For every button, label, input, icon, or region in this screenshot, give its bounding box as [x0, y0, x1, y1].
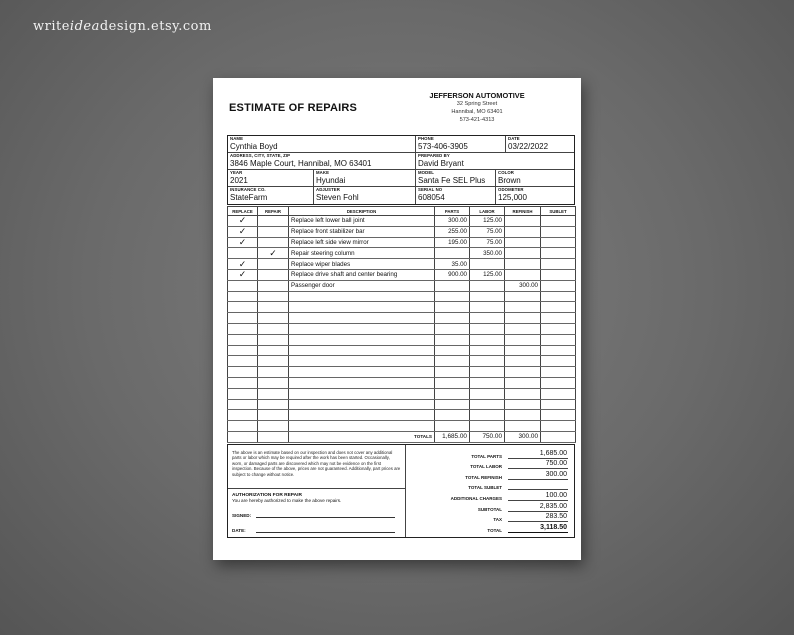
- cell-repair[interactable]: [258, 237, 289, 248]
- cell-replace[interactable]: [228, 421, 258, 432]
- cell-description[interactable]: Replace front stabilizer bar: [289, 226, 435, 237]
- cell-replace[interactable]: [228, 248, 258, 259]
- summary-row: [412, 480, 568, 491]
- prepared-by-value: David Bryant: [418, 159, 464, 168]
- cell-refinish[interactable]: [505, 399, 541, 410]
- serial-value: 608054: [418, 193, 445, 202]
- table-row: [228, 237, 576, 248]
- cell-labor[interactable]: [470, 291, 505, 302]
- prepared-by-label: PREPARED BY: [418, 153, 450, 158]
- cell-repair[interactable]: [258, 399, 289, 410]
- totals-parts: 1,685.00: [435, 431, 470, 442]
- cell-replace[interactable]: [228, 291, 258, 302]
- cell-description[interactable]: [289, 410, 435, 421]
- cell-labor[interactable]: [470, 323, 505, 334]
- totals-summary: [406, 445, 574, 537]
- cell-replace[interactable]: [228, 280, 258, 291]
- cell-description[interactable]: [289, 291, 435, 302]
- year-value: 2021: [230, 176, 248, 185]
- cell-refinish[interactable]: [505, 248, 541, 259]
- cell-sublet[interactable]: [541, 259, 576, 270]
- summary-value[interactable]: 2,835.00: [508, 503, 568, 512]
- cell-refinish[interactable]: [505, 345, 541, 356]
- cell-description[interactable]: Replace left side view mirror: [289, 237, 435, 248]
- cell-parts[interactable]: [435, 313, 470, 324]
- cell-sublet[interactable]: [541, 313, 576, 324]
- cell-description[interactable]: Repair steering column: [289, 248, 435, 259]
- name-field[interactable]: [228, 136, 416, 152]
- summary-value[interactable]: 1,685.00: [508, 450, 568, 459]
- signed-line[interactable]: [232, 512, 401, 518]
- table-row: [228, 356, 576, 367]
- table-row: [228, 377, 576, 388]
- cell-labor[interactable]: [470, 259, 505, 270]
- cell-sublet[interactable]: [541, 399, 576, 410]
- cell-repair[interactable]: [258, 302, 289, 313]
- col-header-repair: REPAIR: [258, 207, 289, 216]
- cell-sublet[interactable]: [541, 421, 576, 432]
- cell-labor[interactable]: 125.00: [470, 216, 505, 227]
- brand-watermark: [33, 19, 212, 34]
- table-row: [228, 323, 576, 334]
- cell-repair[interactable]: [258, 216, 289, 227]
- summary-label: TAX: [493, 517, 502, 523]
- color-field[interactable]: [496, 170, 574, 186]
- cell-replace[interactable]: [228, 313, 258, 324]
- cell-parts[interactable]: [435, 410, 470, 421]
- cell-sublet[interactable]: [541, 388, 576, 399]
- summary-label: TOTAL PARTS: [471, 453, 502, 459]
- cell-parts[interactable]: [435, 377, 470, 388]
- cell-replace[interactable]: [228, 356, 258, 367]
- cell-replace[interactable]: [228, 410, 258, 421]
- cell-refinish[interactable]: [505, 323, 541, 334]
- cell-parts[interactable]: [435, 367, 470, 378]
- model-field[interactable]: [416, 170, 496, 186]
- cell-replace[interactable]: [228, 367, 258, 378]
- company-name: JEFFERSON AUTOMOTIVE: [429, 91, 525, 100]
- summary-row: [412, 512, 568, 523]
- authorization-block: [228, 489, 405, 537]
- summary-row: [412, 469, 568, 480]
- cell-replace[interactable]: ✓: [228, 216, 258, 227]
- cell-sublet[interactable]: [541, 226, 576, 237]
- auth-date-line[interactable]: [232, 527, 401, 533]
- cell-description[interactable]: [289, 367, 435, 378]
- cell-sublet[interactable]: [541, 334, 576, 345]
- company-block: [417, 91, 537, 124]
- cell-labor[interactable]: [470, 399, 505, 410]
- signed-label: SIGNED:: [232, 513, 252, 518]
- company-address1: 32 Spring Street: [456, 101, 498, 107]
- cell-labor[interactable]: [470, 356, 505, 367]
- table-row: [228, 216, 576, 227]
- customer-vehicle-grid: [227, 135, 575, 205]
- cell-parts[interactable]: 900.00: [435, 269, 470, 280]
- cell-labor[interactable]: 75.00: [470, 237, 505, 248]
- insurance-value: StateFarm: [230, 193, 268, 202]
- summary-label: SUBTOTAL: [477, 506, 502, 512]
- table-row: [228, 302, 576, 313]
- summary-value[interactable]: 283.50: [508, 513, 568, 522]
- cell-parts[interactable]: [435, 323, 470, 334]
- cell-description[interactable]: Replace left lower ball joint: [289, 216, 435, 227]
- cell-replace[interactable]: [228, 388, 258, 399]
- cell-replace[interactable]: [228, 302, 258, 313]
- cell-replace[interactable]: [228, 334, 258, 345]
- summary-value[interactable]: [508, 489, 568, 490]
- cell-labor[interactable]: [470, 345, 505, 356]
- table-row: [228, 410, 576, 421]
- col-header-parts: PARTS: [435, 207, 470, 216]
- cell-parts[interactable]: 255.00: [435, 226, 470, 237]
- brand-mid: idea: [69, 19, 100, 34]
- summary-section: [227, 444, 575, 538]
- cell-description[interactable]: Replace drive shaft and center bearing: [289, 269, 435, 280]
- authorization-heading: AUTHORIZATION FOR REPAIR: [232, 493, 302, 498]
- cell-description[interactable]: [289, 345, 435, 356]
- cell-labor[interactable]: 350.00: [470, 248, 505, 259]
- summary-label: TOTAL SUBLET: [468, 485, 502, 491]
- cell-description[interactable]: [289, 399, 435, 410]
- cell-refinish[interactable]: [505, 388, 541, 399]
- cell-labor[interactable]: [470, 377, 505, 388]
- summary-label: ADDITIONAL CHARGES: [450, 495, 502, 501]
- cell-labor[interactable]: [470, 388, 505, 399]
- cell-replace[interactable]: [228, 345, 258, 356]
- cell-repair[interactable]: [258, 377, 289, 388]
- summary-label: TOTAL: [487, 527, 502, 533]
- name-value: Cynthia Boyd: [230, 142, 278, 151]
- cell-parts[interactable]: [435, 345, 470, 356]
- table-row: [228, 334, 576, 345]
- cell-parts[interactable]: [435, 302, 470, 313]
- make-label: MAKE: [316, 170, 330, 175]
- brand-pre: write: [33, 19, 70, 34]
- cell-labor[interactable]: [470, 302, 505, 313]
- adjuster-field[interactable]: [314, 187, 416, 204]
- summary-row: [412, 448, 568, 459]
- summary-row: [412, 490, 568, 501]
- cell-parts[interactable]: [435, 248, 470, 259]
- auth-date-field[interactable]: [256, 527, 395, 533]
- cell-labor[interactable]: 75.00: [470, 226, 505, 237]
- cell-parts[interactable]: [435, 421, 470, 432]
- cell-repair[interactable]: [258, 280, 289, 291]
- cell-description[interactable]: [289, 421, 435, 432]
- adjuster-label: ADJUSTER: [316, 187, 340, 192]
- col-header-labor: LABOR: [470, 207, 505, 216]
- cell-repair[interactable]: [258, 345, 289, 356]
- cell-refinish[interactable]: [505, 334, 541, 345]
- table-header-row: [228, 207, 576, 216]
- cell-description[interactable]: Passenger door: [289, 280, 435, 291]
- date-value: 03/22/2022: [508, 142, 549, 151]
- cell-labor[interactable]: [470, 334, 505, 345]
- cell-sublet[interactable]: [541, 345, 576, 356]
- cell-labor[interactable]: [470, 410, 505, 421]
- cell-refinish[interactable]: [505, 291, 541, 302]
- table-row: [228, 421, 576, 432]
- table-row: [228, 399, 576, 410]
- cell-refinish[interactable]: [505, 269, 541, 280]
- cell-refinish[interactable]: [505, 377, 541, 388]
- cell-description[interactable]: [289, 377, 435, 388]
- cell-sublet[interactable]: [541, 323, 576, 334]
- cell-parts[interactable]: 35.00: [435, 259, 470, 270]
- cell-replace[interactable]: [228, 377, 258, 388]
- cell-parts[interactable]: [435, 334, 470, 345]
- color-value: Brown: [498, 176, 521, 185]
- repair-items-table: [227, 206, 576, 443]
- cell-repair[interactable]: [258, 334, 289, 345]
- odometer-value: 125,000: [498, 193, 527, 202]
- table-row: [228, 259, 576, 270]
- col-header-replace: REPLACE: [228, 207, 258, 216]
- cell-description[interactable]: Replace wiper blades: [289, 259, 435, 270]
- totals-row: [228, 431, 576, 442]
- table-row: [228, 269, 576, 280]
- cell-parts[interactable]: [435, 399, 470, 410]
- cell-refinish[interactable]: [505, 259, 541, 270]
- table-row: [228, 291, 576, 302]
- cell-refinish[interactable]: [505, 226, 541, 237]
- year-label: YEAR: [230, 170, 243, 175]
- cell-sublet[interactable]: [541, 356, 576, 367]
- company-phone: 573-421-4313: [459, 117, 495, 123]
- left-panel: [228, 445, 406, 537]
- signature-field[interactable]: [256, 512, 395, 518]
- company-address2: Hannibal, MO 63401: [451, 109, 503, 115]
- odometer-label: ODOMETER: [498, 187, 524, 192]
- cell-sublet[interactable]: [541, 410, 576, 421]
- cell-description[interactable]: [289, 334, 435, 345]
- authorization-text: You are hereby authorized to make the above repairs.: [232, 498, 342, 503]
- cell-repair[interactable]: [258, 291, 289, 302]
- brand-post: design.etsy.com: [99, 19, 212, 34]
- cell-description[interactable]: [289, 388, 435, 399]
- summary-label: TOTAL REFINISH: [465, 474, 502, 480]
- cell-parts[interactable]: [435, 356, 470, 367]
- phone-field[interactable]: [416, 136, 506, 152]
- cell-sublet[interactable]: [541, 216, 576, 227]
- cell-parts[interactable]: 300.00: [435, 216, 470, 227]
- totals-refinish: 300.00: [505, 431, 541, 442]
- summary-row: [412, 522, 568, 533]
- row-vehicle: [228, 170, 574, 187]
- serial-label: SERIAL NO: [418, 187, 443, 192]
- cell-sublet[interactable]: [541, 237, 576, 248]
- cell-refinish[interactable]: [505, 421, 541, 432]
- table-body: [228, 216, 576, 443]
- cell-refinish[interactable]: [505, 313, 541, 324]
- cell-labor[interactable]: 125.00: [470, 269, 505, 280]
- name-label: NAME: [230, 136, 244, 141]
- table-row: [228, 345, 576, 356]
- model-label: MODEL: [418, 170, 435, 175]
- estimate-document: [213, 78, 581, 560]
- table-row: [228, 388, 576, 399]
- make-field[interactable]: [314, 170, 416, 186]
- model-value: Santa Fe SEL Plus: [418, 176, 486, 185]
- year-field[interactable]: [228, 170, 314, 186]
- cell-description[interactable]: [289, 313, 435, 324]
- cell-description[interactable]: [289, 356, 435, 367]
- cell-refinish[interactable]: [505, 367, 541, 378]
- make-value: Hyundai: [316, 176, 346, 185]
- col-header-sublet: SUBLET: [541, 207, 576, 216]
- cell-sublet[interactable]: [541, 248, 576, 259]
- prepared-by-field[interactable]: [416, 153, 574, 169]
- summary-value[interactable]: 750.00: [508, 460, 568, 469]
- cell-refinish[interactable]: [505, 216, 541, 227]
- totals-sublet: [541, 431, 576, 442]
- totals-labor: 750.00: [470, 431, 505, 442]
- cell-replace[interactable]: [228, 399, 258, 410]
- auth-date-label: DATE:: [232, 528, 246, 533]
- color-label: COLOR: [498, 170, 515, 175]
- table-row: [228, 226, 576, 237]
- cell-repair[interactable]: [258, 226, 289, 237]
- cell-refinish[interactable]: [505, 302, 541, 313]
- cell-labor[interactable]: [470, 367, 505, 378]
- cell-sublet[interactable]: [541, 377, 576, 388]
- cell-repair[interactable]: [258, 410, 289, 421]
- cell-repair[interactable]: [258, 269, 289, 280]
- cell-refinish[interactable]: [505, 356, 541, 367]
- estimate-notice: The above is an estimate based on our inspection and does not cover any additional parts or labor which may be required after the work has been started. Occasionally, worn, or damaged parts are discovered which may not be evidence on the first inspection. Because of the above, prices are not guaranteed. Additionally, part prices are subject to change without notice.: [228, 445, 405, 489]
- cell-description[interactable]: [289, 302, 435, 313]
- date-label: DATE: [508, 136, 520, 141]
- cell-repair[interactable]: [258, 367, 289, 378]
- cell-replace[interactable]: ✓: [228, 259, 258, 270]
- table-row: [228, 248, 576, 259]
- cell-repair[interactable]: [258, 323, 289, 334]
- cell-repair[interactable]: [258, 259, 289, 270]
- cell-sublet[interactable]: [541, 302, 576, 313]
- cell-repair[interactable]: ✓: [258, 248, 289, 259]
- phone-value: 573-406-3905: [418, 142, 468, 151]
- cell-labor[interactable]: [470, 421, 505, 432]
- address-label: ADDRESS, CITY, STATE, ZIP: [230, 153, 291, 158]
- totals-label: TOTALS: [289, 431, 435, 442]
- cell-labor[interactable]: [470, 313, 505, 324]
- address-value: 3846 Maple Court, Hannibal, MO 63401: [230, 159, 372, 168]
- insurance-label: INSURANCE CO.: [230, 187, 266, 192]
- col-header-refinish: REFINISH: [505, 207, 541, 216]
- cell-parts[interactable]: 195.00: [435, 237, 470, 248]
- document-title: ESTIMATE OF REPAIRS: [229, 102, 358, 114]
- cell-repair[interactable]: [258, 421, 289, 432]
- adjuster-value: Steven Fohl: [316, 193, 359, 202]
- cell-parts[interactable]: [435, 388, 470, 399]
- cell-repair[interactable]: [258, 356, 289, 367]
- table-row: [228, 280, 576, 291]
- summary-value[interactable]: 100.00: [508, 492, 568, 501]
- cell-parts[interactable]: [435, 280, 470, 291]
- cell-parts[interactable]: [435, 291, 470, 302]
- totals-empty-repair: [258, 431, 289, 442]
- cell-sublet[interactable]: [541, 291, 576, 302]
- cell-repair[interactable]: [258, 388, 289, 399]
- date-field[interactable]: [506, 136, 574, 152]
- row-insurance: [228, 187, 574, 204]
- cell-sublet[interactable]: [541, 367, 576, 378]
- row-name: [228, 136, 574, 153]
- odometer-field[interactable]: [496, 187, 574, 204]
- totals-empty-replace: [228, 431, 258, 442]
- cell-refinish[interactable]: [505, 410, 541, 421]
- summary-value[interactable]: 300.00: [508, 471, 568, 480]
- insurance-field[interactable]: [228, 187, 314, 204]
- cell-replace[interactable]: ✓: [228, 269, 258, 280]
- cell-labor[interactable]: [470, 280, 505, 291]
- cell-replace[interactable]: [228, 323, 258, 334]
- summary-label: TOTAL LABOR: [470, 464, 502, 470]
- address-field[interactable]: [228, 153, 416, 169]
- summary-row: [412, 459, 568, 470]
- cell-replace[interactable]: ✓: [228, 226, 258, 237]
- cell-refinish[interactable]: 300.00: [505, 280, 541, 291]
- serial-field[interactable]: [416, 187, 496, 204]
- phone-label: PHONE: [418, 136, 434, 141]
- summary-value[interactable]: 3,118.50: [508, 524, 568, 533]
- col-header-description: DESCRIPTION: [289, 207, 435, 216]
- cell-refinish[interactable]: [505, 237, 541, 248]
- row-address: [228, 153, 574, 170]
- summary-row: [412, 501, 568, 512]
- cell-sublet[interactable]: [541, 280, 576, 291]
- cell-sublet[interactable]: [541, 269, 576, 280]
- cell-repair[interactable]: [258, 313, 289, 324]
- cell-description[interactable]: [289, 323, 435, 334]
- cell-replace[interactable]: ✓: [228, 237, 258, 248]
- table-row: [228, 313, 576, 324]
- table-row: [228, 367, 576, 378]
